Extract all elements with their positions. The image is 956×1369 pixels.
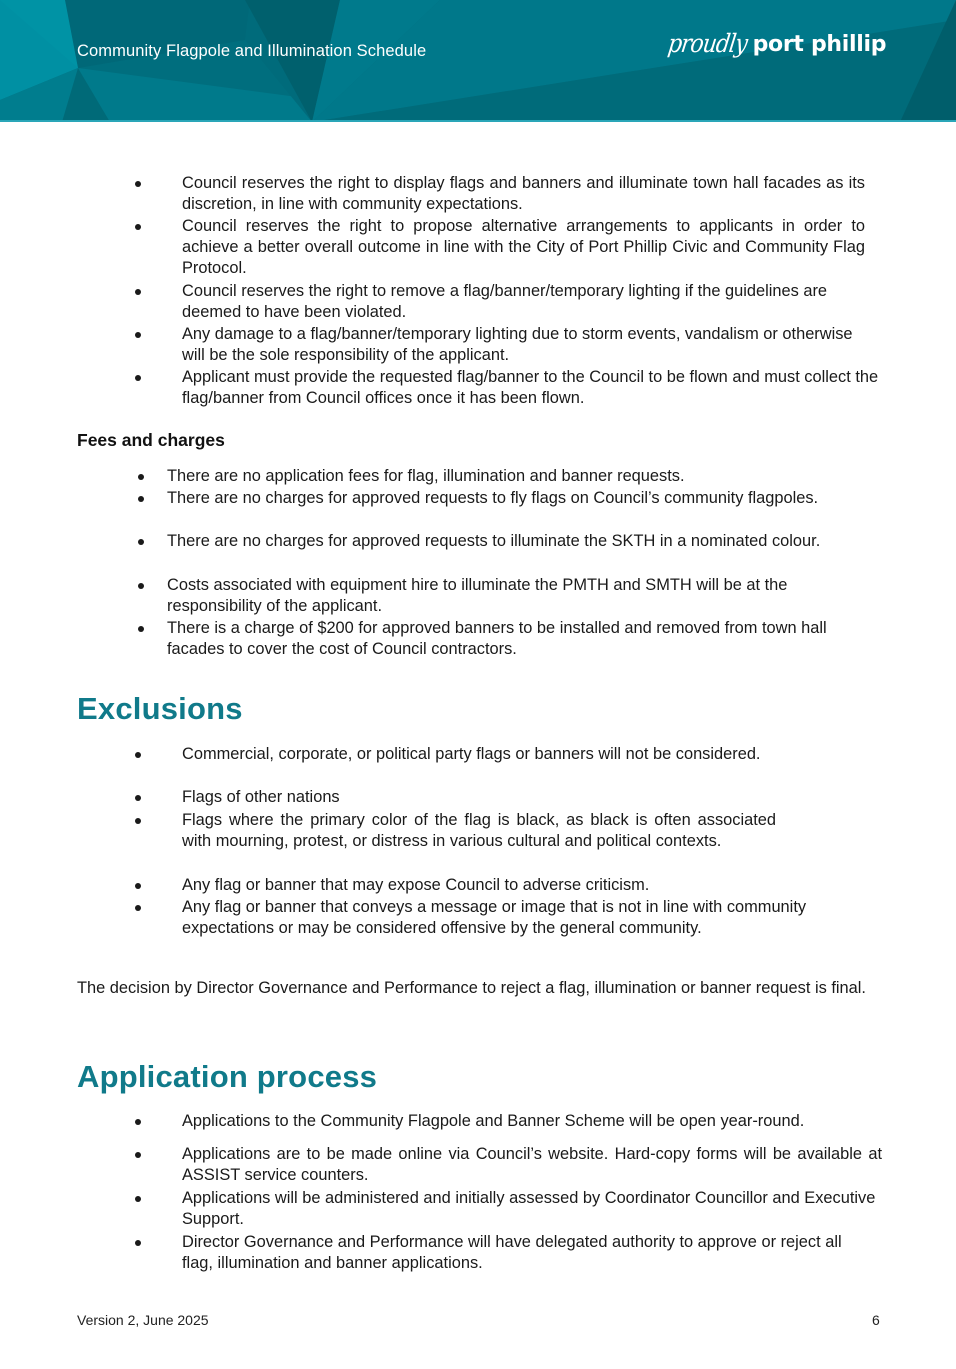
page-number: 6 xyxy=(872,1312,880,1328)
list-item: Costs associated with equipment hire to illuminate the PMTH and SMTH will be at the responsibility of the applicant. xyxy=(167,575,872,617)
port-phillip-logo xyxy=(665,30,887,59)
bullet-icon xyxy=(135,1196,141,1202)
bullet-icon xyxy=(135,1119,141,1125)
list-item: There are no application fees for flag, illumination and banner requests. xyxy=(167,466,867,487)
document-title: Community Flagpole and Illumination Schedule xyxy=(77,42,427,60)
list-item: Commercial, corporate, or political party flags or banners will not be considered. xyxy=(182,744,776,765)
list-item: There are no charges for approved requests to illuminate the SKTH in a nominated colour. xyxy=(167,531,857,552)
bullet-icon xyxy=(135,752,141,758)
list-item: Applications are to be made online via Council’s website. Hard-copy forms will be available at ASSIST service counters. xyxy=(182,1144,882,1186)
bullet-icon xyxy=(135,905,141,911)
bullet-icon xyxy=(135,289,141,295)
list-item: Any flag or banner that may expose Council to adverse criticism. xyxy=(182,875,882,896)
list-item: Applications to the Community Flagpole and Banner Scheme will be open year-round. xyxy=(182,1111,884,1132)
page-header-banner xyxy=(0,0,956,122)
list-item: Applications will be administered and initially assessed by Coordinator Councillor and Executive Support. xyxy=(182,1188,882,1230)
bullet-icon xyxy=(135,1152,141,1158)
list-item: Any flag or banner that conveys a message or image that is not in line with community expectations or may be considered offensive by the general community. xyxy=(182,897,884,939)
bullet-icon xyxy=(138,474,144,480)
bullet-icon xyxy=(135,224,141,230)
list-item: Flags of other nations xyxy=(182,787,776,808)
list-item: Applicant must provide the requested flag/banner to the Council to be flown and must collect the flag/banner from Council offices once it has been flown. xyxy=(182,367,882,409)
list-item: Flags where the primary color of the flag is black, as black is often associated with mourning, protest, or distress in various cultural and political contexts. xyxy=(182,810,776,852)
geometric-background xyxy=(0,0,956,122)
bullet-icon xyxy=(138,496,144,502)
list-item: Any damage to a flag/banner/temporary lighting due to storm events, vandalism or otherwise will be the sole responsibility of the applicant. xyxy=(182,324,872,366)
bullet-icon xyxy=(138,583,144,589)
version-label: Version 2, June 2025 xyxy=(77,1312,209,1328)
list-item: Council reserves the right to propose alternative arrangements to applicants in order to achieve a better overall outcome in line with the City of Port Phillip Civic and Community Flag Protocol. xyxy=(182,216,865,279)
fees-heading: Fees and charges xyxy=(77,430,225,450)
bullet-icon xyxy=(135,181,141,187)
bullet-icon xyxy=(135,883,141,889)
bullet-icon xyxy=(135,1240,141,1246)
list-item: Director Governance and Performance will have delegated authority to approve or reject all flag, illumination and banner applications. xyxy=(182,1232,862,1274)
list-item: There is a charge of $200 for approved banners to be installed and removed from town hall facades to cover the cost of Council contractors. xyxy=(167,618,882,660)
bullet-icon xyxy=(135,795,141,801)
application-heading: Application process xyxy=(77,1059,378,1094)
bullet-icon xyxy=(135,332,141,338)
bullet-icon xyxy=(138,539,144,545)
logo-bold-text: port phillip xyxy=(752,32,887,57)
bullet-icon xyxy=(135,375,141,381)
list-item: Council reserves the right to remove a flag/banner/temporary lighting if the guidelines are deemed to have been violated. xyxy=(182,281,882,323)
exclusions-heading: Exclusions xyxy=(77,691,243,726)
list-item: Council reserves the right to display flags and banners and illuminate town hall facades as its discretion, in line with community expectations. xyxy=(182,173,865,215)
bullet-icon xyxy=(135,818,141,824)
list-item: There are no charges for approved requests to fly flags on Council’s community flagpoles. xyxy=(167,488,827,509)
decision-note: The decision by Director Governance and Performance to reject a flag, illumination or banner request is final. xyxy=(77,979,866,997)
header-divider xyxy=(0,120,956,122)
bullet-icon xyxy=(138,626,144,632)
logo-script-text: proudly xyxy=(665,30,749,59)
